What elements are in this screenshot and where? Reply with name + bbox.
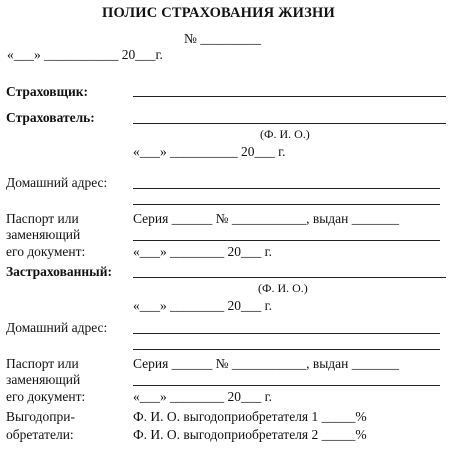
policy-date-field[interactable]: «___» ___________ 20___г. [7,47,163,62]
insured-passport-label-line-1: Паспорт или [6,356,79,371]
insured-field[interactable] [133,277,446,278]
home-address-line-2[interactable] [133,204,440,205]
insured-date-field[interactable]: «___» ________ 20___ г. [133,298,273,313]
passport-label-line-3: его документ: [6,244,86,259]
policyholder-field[interactable] [133,123,446,124]
passport-issue-date-field[interactable]: «___» ________ 20___ г. [133,244,273,259]
insured-home-address-line-1[interactable] [133,333,440,334]
passport-label-line-2: заменяющий [6,227,81,242]
insured-passport-label-line-2: заменяющий [6,372,81,387]
insured-passport-label-line-3: его документ: [6,389,86,404]
home-address-label: Домашний адрес: [6,175,108,190]
insured-home-address-line-2[interactable] [133,349,440,350]
insurer-field[interactable] [133,96,446,97]
insured-label: Застрахованный: [6,264,112,279]
beneficiary-1-field[interactable]: Ф. И. О. выгодоприобретателя 1 _____% [133,409,367,424]
passport-label-line-1: Паспорт или [6,211,79,226]
fio-hint: (Ф. И. О.) [260,127,310,141]
insured-passport-issue-date-field[interactable]: «___» ________ 20___ г. [133,389,273,404]
policyholder-label: Страхователь: [6,110,95,125]
beneficiaries-label-line-2: обретатели: [6,427,74,442]
policyholder-date-field[interactable]: «___» __________ 20___ г. [133,144,286,159]
beneficiaries-label-line-1: Выгодопри- [6,409,75,424]
document-title: ПОЛИС СТРАХОВАНИЯ ЖИЗНИ [102,5,335,21]
insured-passport-issuer-line[interactable] [133,385,440,386]
beneficiary-2-field[interactable]: Ф. И. О. выгодоприобретателя 2 _____% [133,427,367,442]
insured-home-address-label: Домашний адрес: [6,320,108,335]
passport-issuer-line[interactable] [133,240,440,241]
fio-hint-insured: (Ф. И. О.) [258,281,308,295]
policy-number-field[interactable]: № _________ [184,31,262,46]
home-address-line-1[interactable] [133,188,440,189]
insured-passport-series-number-field[interactable]: Серия ______ № ___________, выдан _______ [133,356,400,371]
insurer-label: Страховщик: [6,84,89,99]
passport-series-number-field[interactable]: Серия ______ № ___________, выдан _______ [133,211,400,226]
